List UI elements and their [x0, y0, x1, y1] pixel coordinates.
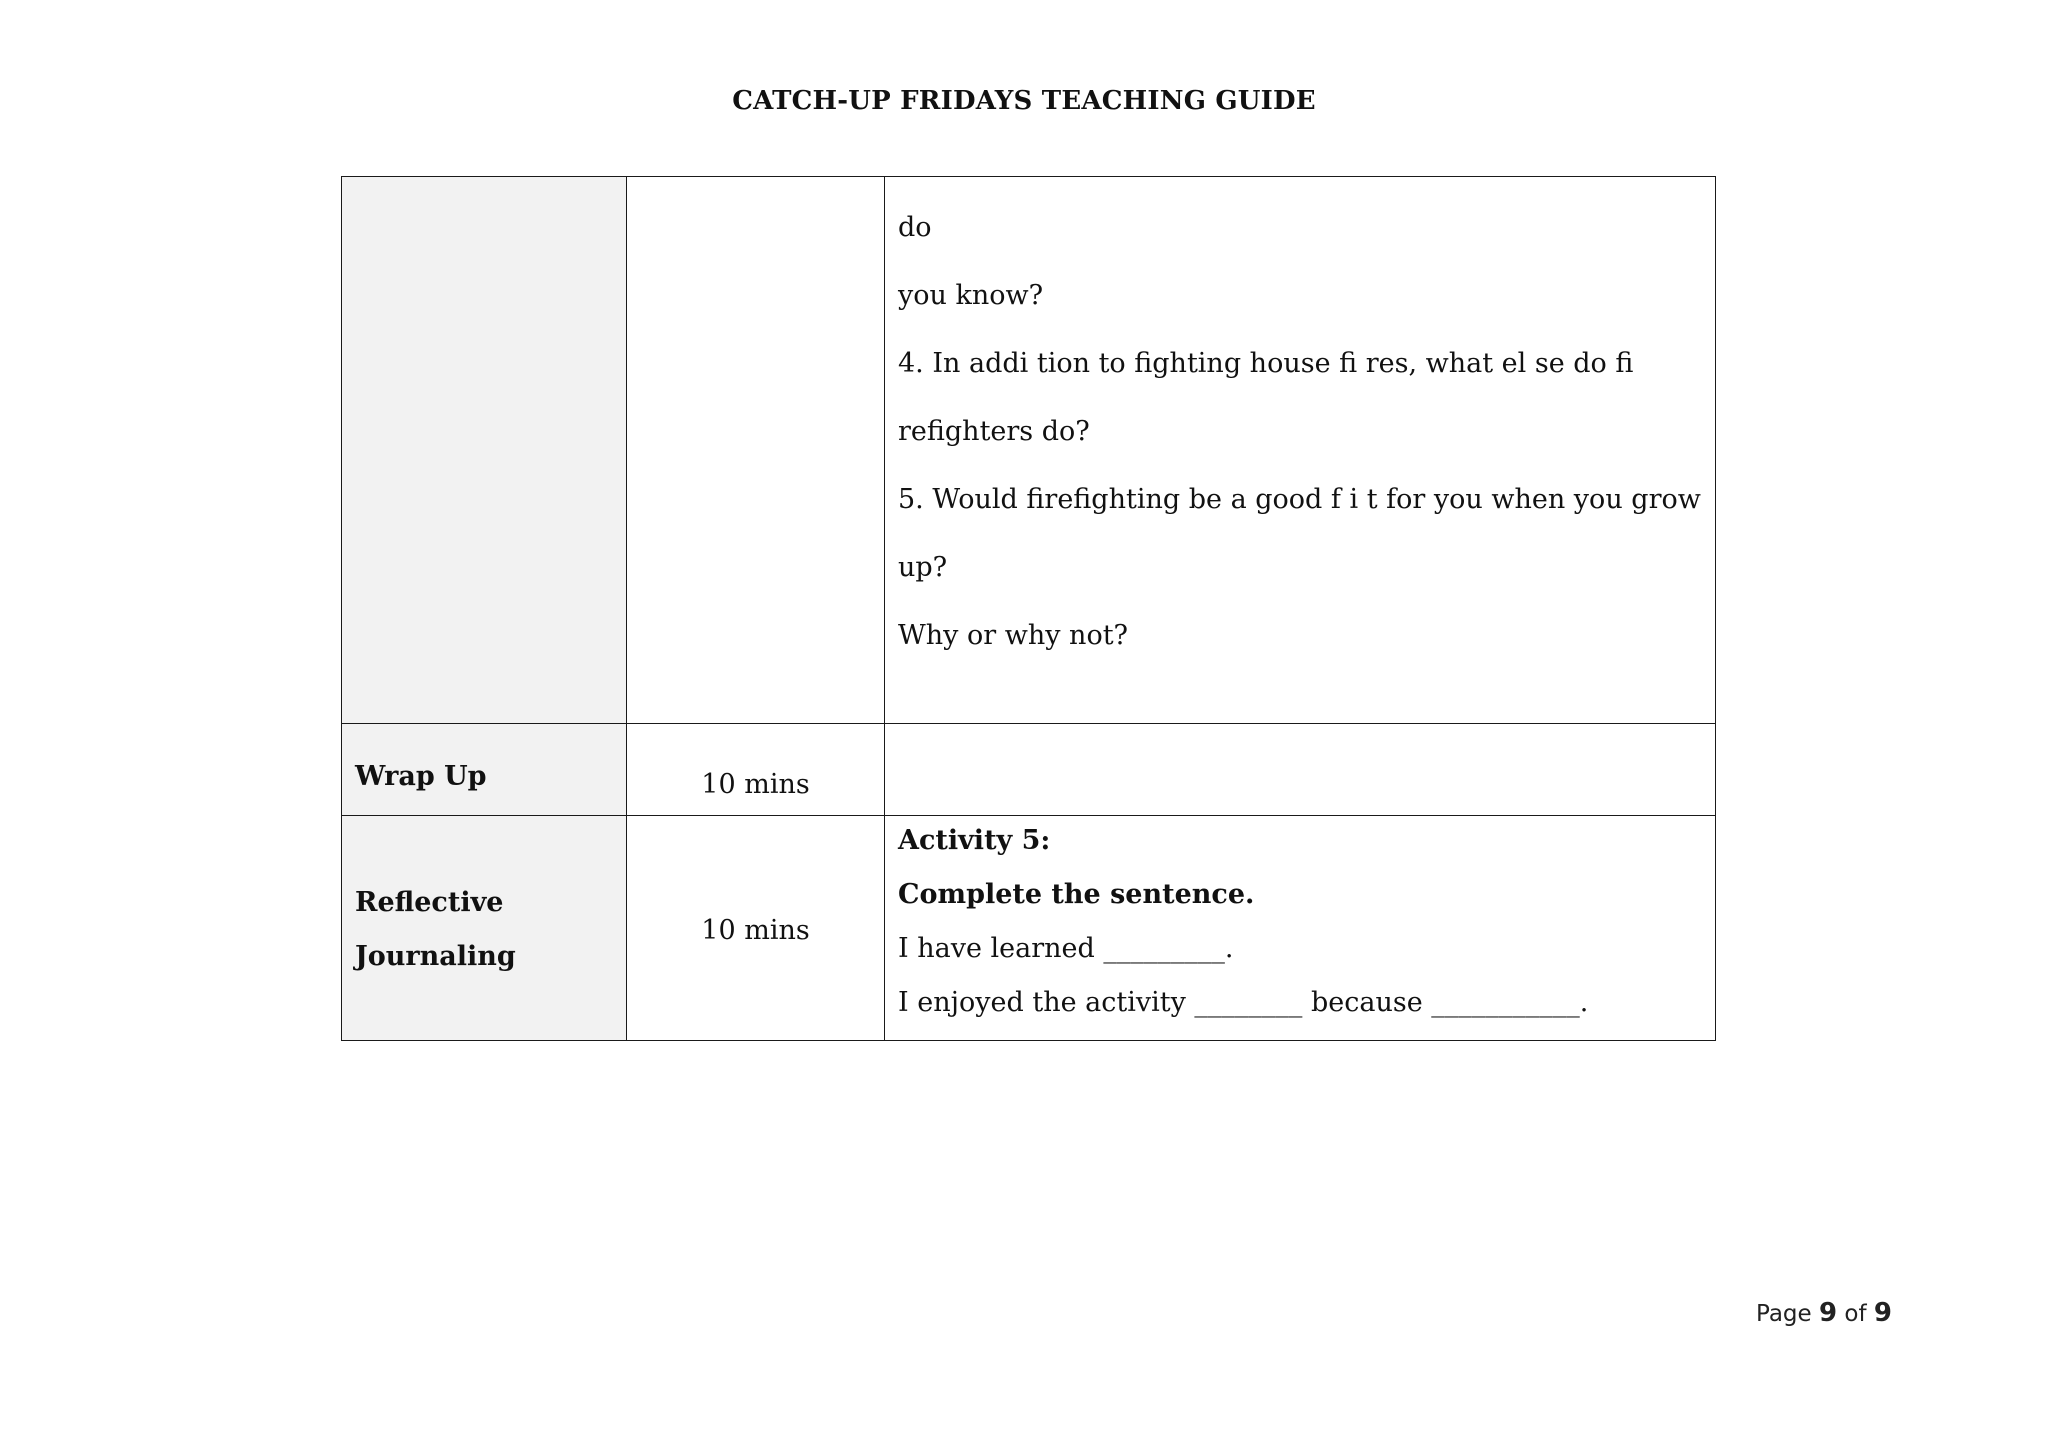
- document-title: CATCH-UP FRIDAYS TEACHING GUIDE: [732, 86, 1316, 116]
- wrap-up-content-cell: [885, 724, 1716, 816]
- table-row-reflective-journaling: [342, 816, 1716, 1041]
- content-line: up?: [898, 552, 948, 583]
- activity-prompt-learned: I have learned _________.: [898, 933, 1234, 964]
- table-row-wrap-up: [342, 724, 1716, 816]
- lesson-table: [341, 176, 1716, 1041]
- journal-time-cell: [627, 816, 885, 1041]
- content-line: 4. In addi tion to fighting house fi res, what el se do fi: [898, 348, 1634, 379]
- wrap-up-label: Wrap Up: [355, 761, 487, 792]
- content-line: refighters do?: [898, 416, 1090, 447]
- activity-title: Activity 5:: [898, 825, 1051, 856]
- journal-time: 10 mins: [701, 915, 810, 946]
- content-line: do: [898, 212, 932, 243]
- wrap-up-label-cell: [342, 724, 627, 816]
- wrap-up-time: 10 mins: [701, 769, 810, 800]
- journal-content-cell: [885, 816, 1716, 1041]
- activity-prompt-enjoyed: I enjoyed the activity ________ because ___________.: [898, 987, 1589, 1018]
- journal-label-line1: Reflective: [355, 887, 504, 918]
- page-of: of: [1844, 1301, 1867, 1327]
- journal-label-line2: Journaling: [355, 941, 516, 972]
- continued-time-cell: [627, 177, 885, 724]
- continued-content-cell: [885, 177, 1716, 724]
- content-line: Why or why not?: [898, 620, 1129, 651]
- journal-label-cell: [342, 816, 627, 1041]
- wrap-up-time-cell: [627, 724, 885, 816]
- page-total: 9: [1873, 1298, 1892, 1328]
- page-current: 9: [1819, 1298, 1838, 1328]
- page-prefix: Page: [1756, 1301, 1812, 1327]
- content-line: you know?: [898, 280, 1044, 311]
- activity-instruction: Complete the sentence.: [898, 879, 1255, 910]
- page-number: [1756, 1298, 1892, 1328]
- content-line: 5. Would firefighting be a good f i t for you when you grow: [898, 484, 1701, 515]
- table-row-continued: [342, 177, 1716, 724]
- continued-label-cell: [342, 177, 627, 724]
